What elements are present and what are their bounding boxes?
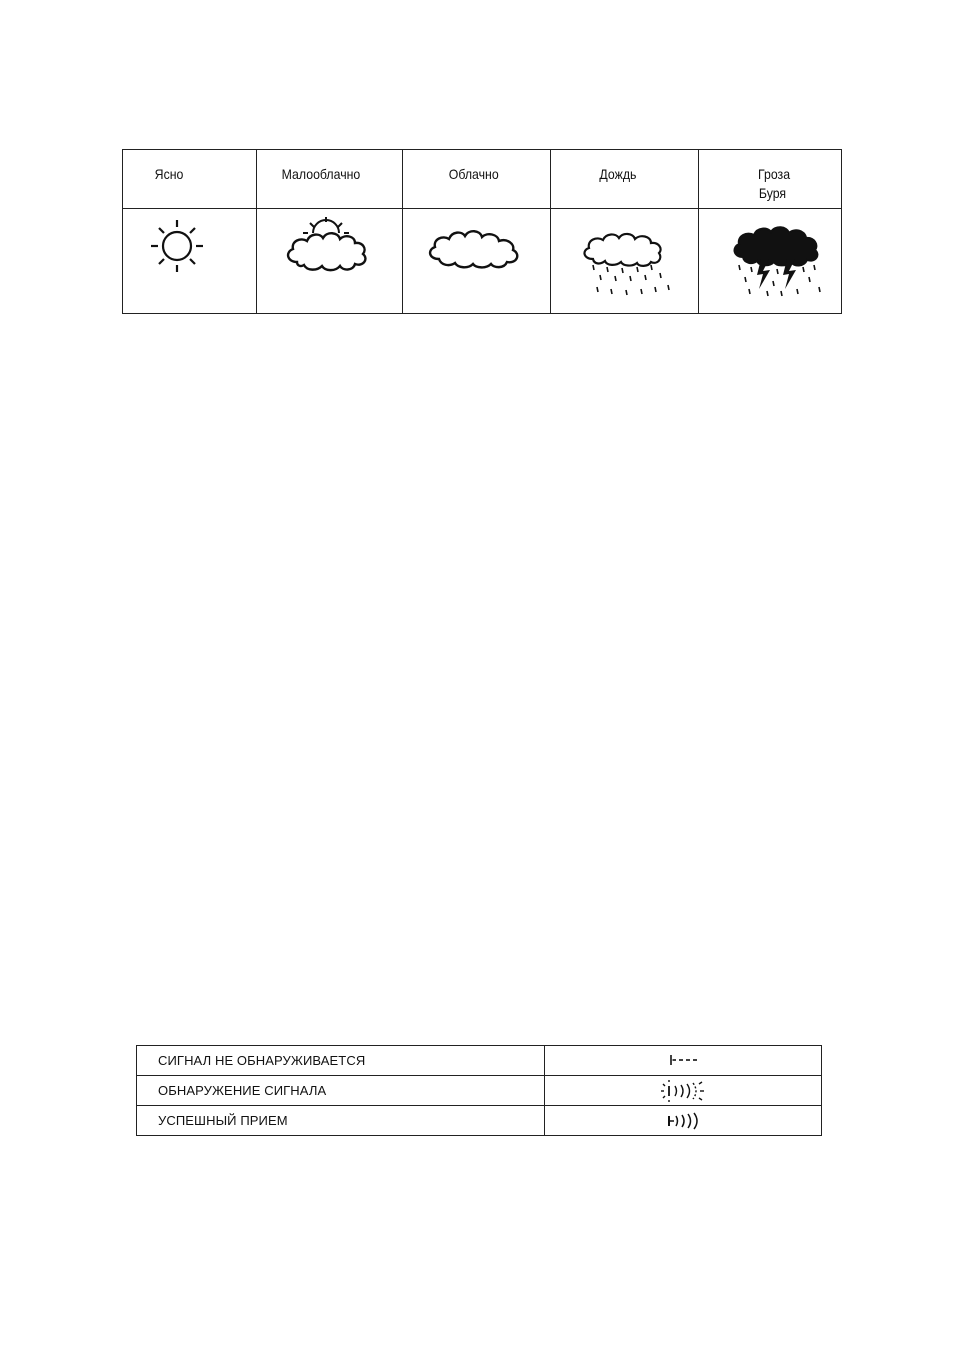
signal-glyph-cell bbox=[545, 1046, 822, 1076]
weather-icon-row bbox=[123, 209, 842, 314]
no-signal-icon bbox=[668, 1053, 698, 1067]
weather-header-clear bbox=[123, 150, 257, 209]
weather-header-rain bbox=[551, 150, 699, 209]
signal-status-label: СИГНАЛ НЕ ОБНАРУЖИВАЕТСЯ bbox=[137, 1046, 545, 1076]
weather-label-clear: Ясно bbox=[154, 166, 184, 182]
weather-header-row bbox=[123, 150, 842, 209]
signal-row bbox=[137, 1076, 822, 1106]
signal-status-label: ОБНАРУЖЕНИЕ СИГНАЛА bbox=[137, 1076, 545, 1106]
rain-icon bbox=[551, 209, 699, 313]
signal-searching-icon bbox=[660, 1079, 706, 1103]
weather-label-storm: Гроза bbox=[758, 166, 791, 182]
weather-label-tempest: Буря bbox=[758, 185, 787, 201]
signal-glyph-cell bbox=[545, 1076, 822, 1106]
storm-icon bbox=[699, 209, 842, 313]
signal-received-icon bbox=[666, 1111, 700, 1131]
signal-row bbox=[137, 1046, 822, 1076]
signal-status-table bbox=[136, 1045, 822, 1136]
signal-row bbox=[137, 1106, 822, 1136]
weather-header-storm bbox=[699, 150, 842, 209]
sun-icon bbox=[123, 209, 257, 313]
weather-icon-cell-clear bbox=[123, 209, 257, 314]
weather-icon-cell-rain bbox=[551, 209, 699, 314]
weather-header-cloudy bbox=[403, 150, 551, 209]
weather-label-partly-cloudy: Малооблачно bbox=[281, 166, 361, 182]
weather-icon-cell-storm bbox=[699, 209, 842, 314]
weather-icons-table bbox=[122, 149, 842, 314]
cloud-icon bbox=[403, 209, 551, 313]
weather-label-cloudy: Облачно bbox=[448, 166, 499, 182]
weather-icon-cell-partly-cloudy bbox=[257, 209, 403, 314]
weather-label-rain: Дождь bbox=[599, 166, 637, 182]
partly-cloudy-icon bbox=[257, 209, 403, 313]
weather-header-partly-cloudy bbox=[257, 150, 403, 209]
weather-icon-cell-cloudy bbox=[403, 209, 551, 314]
signal-glyph-cell bbox=[545, 1106, 822, 1136]
signal-status-label: УСПЕШНЫЙ ПРИЕМ bbox=[137, 1106, 545, 1136]
